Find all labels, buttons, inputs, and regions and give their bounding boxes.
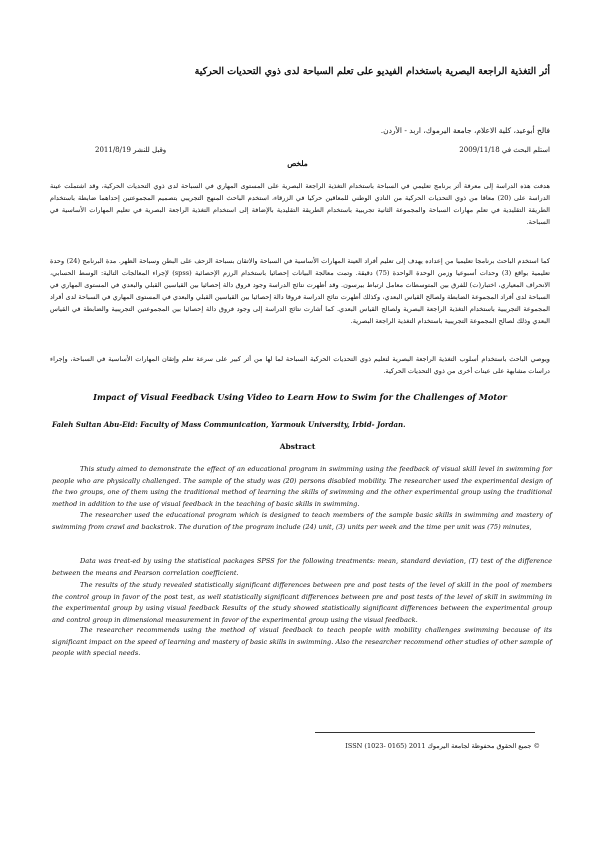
arabic-abstract-paragraph: كما استخدم الباحث برنامجا تعليميا من إعداده يهدف إلى تعليم أفراد العينة المهارات الأساسية في السباحة والاتقان بسباحة الزحف على البطن وسباحة الظهر. مدة البرنامج (24) وحدة تعليمية بواقع (3) وحدات أسبوعيا وزمن الوحدة الواحدة (75) دقيقة. وتمت معالجة البيانات إحصائيا باستخدام الرزم الإحصائية (spss) لإجراء المعالجات التالية: الوسط الحسابي، الانحراف المعياري، اختبار(ت) للفرق بين المتوسطات معامل ارتباط بيرسون. وقد أظهرت نتائج الدراسة وجود فروق دالة إحصائيا بين القياسين القبلي والبعدي في المستوى المهاري في السباحة لدى أفراد المجموعة الضابطة ولصالح القياس البعدي، وكذلك أظهرت نتائج الدراسة فروقا دالة إحصائيا بين القياسين القبلي والبعدي في المستوى المهاري في السباحة لدى أفراد المجموعة التجريبية باستخدام التغذية الراجعة البصرية ولصالح القياس البعدي. كما أشارت نتائج الدراسة إلى وجود فروق دالة إحصائيا بين المجموعتين التجريبية والضابطة في القياس البعدي وذلك لصالح المجموعة التجريبية باستخدام التغذية الراجعة البصرية.: [50, 257, 551, 325]
english-abstract-paragraph: Data was treat-ed by using the statistical packages SPSS for the following treatments: mean, standard deviation, (T) test of the difference between the means and Pearson correlation coefficient.: [52, 557, 552, 577]
footnote-divider: [315, 732, 535, 733]
date-received: استلم البحث في 2009/11/18: [459, 146, 550, 154]
english-title: Impact of Visual Feedback Using Video to Learn How to Swim for the Challenges of Motor: [93, 392, 507, 402]
english-abstract-paragraph: The researcher used the educational program which is designed to teach members of the sample basic skills in swimming and mastery of swimming from crawl and backstrok. The duration of the program include (24) unit, (3) units per week and the time per unit was (75) minutes,: [52, 511, 552, 531]
date-accepted: وقبل للنشر 2011/8/19: [95, 146, 167, 154]
arabic-abstract-paragraph: ويوصي الباحث باستخدام أسلوب التغذية الراجعة البصرية لتعليم ذوي التحديات الحركية السباحة لما لها من أثر كبير على سرعة تعلم وإتقان المهارات الأساسية في السباحة، وإجراء دراسات مشابهة على عينات أخرى من ذوي التحديات الحركية.: [50, 355, 550, 375]
english-abstract-paragraph: This study aimed to demonstrate the effect of an educational program in swimming using the feedback of visual skill level in swimming for people who are physically challenged. The sample of the study was (20) persons disabled mobility. The researcher used the experimental design of the two groups, one of them using the traditional method of learning the skills of swimming and the other experimental group using the traditional method in addition to the use of visual feedback in the teaching of basic skills in swimming.: [52, 465, 552, 508]
english-abstract-paragraph: The researcher recommends using the method of visual feedback to teach people with mobility challenges swimming because of its significant impact on the speed of learning and mastery of basic skills in swimming. Also the researcher recommend other studies of other sample of people with special needs.: [52, 626, 552, 657]
copyright-footnote: © جميع الحقوق محفوظة لجامعة اليرموك 2011 ISSN (1023- 0165): [345, 742, 540, 750]
arabic-author-affiliation: فالح أبوعيد، كلية الاعلام، جامعة اليرموك، اربد - الأردن.: [380, 126, 550, 135]
english-author-affiliation: Faleh Sultan Abu-Eid: Faculty of Mass Communication, Yarmouk University, Irbid- Jordan.: [52, 420, 406, 429]
arabic-abstract-paragraph: هدفت هذه الدراسة إلى معرفة أثر برنامج تعليمي في السباحة باستخدام التغذية الراجعة البصرية على المستوى المهاري في السباحة لدى ذوي التحديات الحركية، وقد اشتملت عينة الدراسة على (20) معاقا من ذوي التحديات الحركية من النادي الوطني للمعاقين حركيا في الزرقاء، استخدم الباحث المنهج التجريبي بتصميم المجموعتين إحداهما ضابطة باستخدام الطريقة التقليدية في تعلم مهارات السباحة والمجموعة الثانية تجريبية باستخدام الطريقة التقليدية بالإضافة إلى استخدام التغذية الراجعة البصرية في تعليم المهارات الأساسية في السباحة.: [50, 182, 550, 226]
english-abstract-paragraph: The results of the study revealed statistically significant differences between pre and post tests of the level of skill in the pool of members the control group in favor of the post test, as well statistically significant differences between pre and post tests of the level of skill in swimming in the experimental group by using visual feedback Results of the study showed statistically significant differences between the experimental group and control group in dimensional measurement in favor of the experimental group using the visual feedback.: [52, 581, 552, 624]
arabic-title: أثر التغذية الراجعة البصرية باستخدام الفيديو على تعلم السباحة لدى ذوي التحديات الحركية: [194, 66, 550, 77]
english-abstract-heading: Abstract: [279, 442, 316, 451]
arabic-abstract-heading: ملخص: [287, 159, 308, 168]
